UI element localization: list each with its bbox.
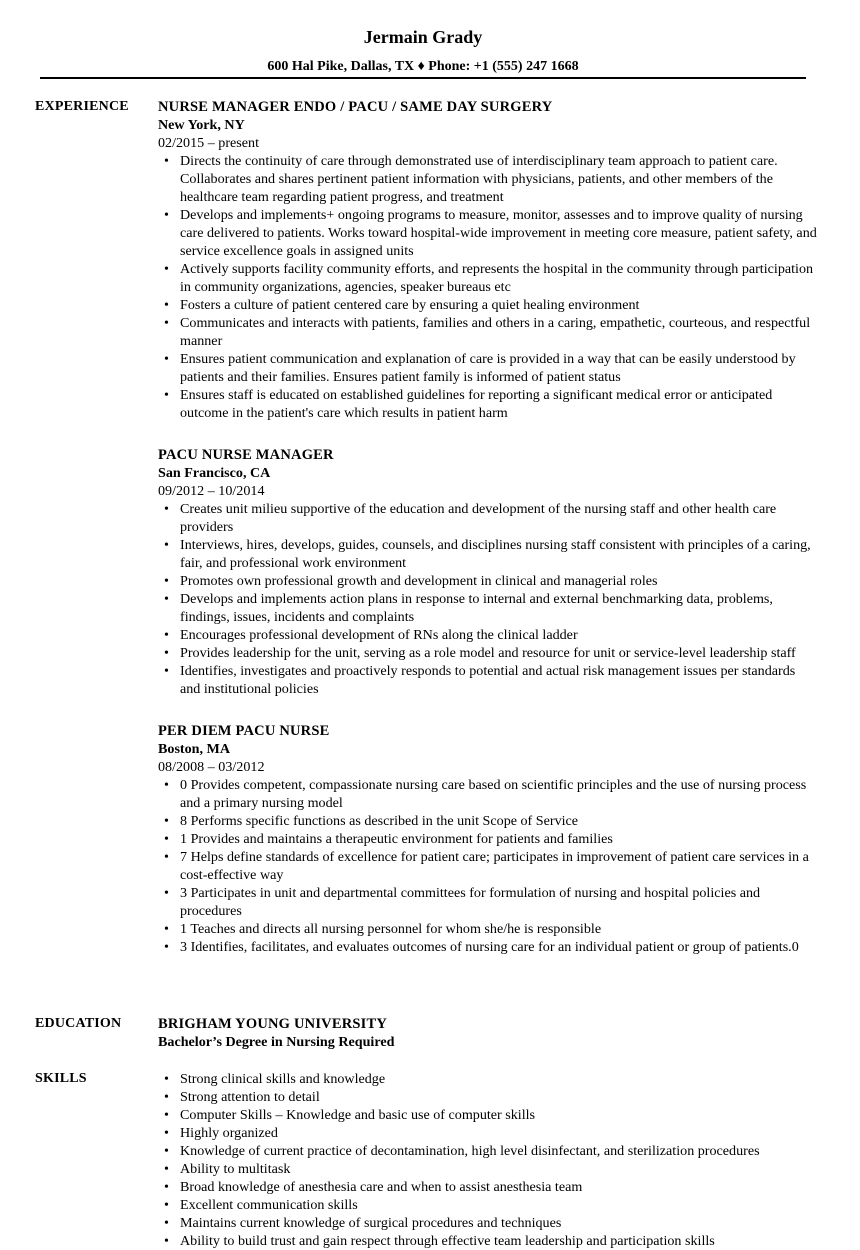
contact-line: 600 Hal Pike, Dallas, TX ♦ Phone: +1 (555) 247 1668 [267, 59, 579, 74]
list-item: • Fosters a culture of patient centered care by ensuring a quiet healing environment [158, 296, 818, 314]
education-body [158, 1015, 818, 1051]
list-item: • Provides leadership for the unit, serving as a role model and resource for unit or service-level leadership staff [158, 644, 818, 662]
job-dates: 09/2012 – 10/2014 [158, 483, 265, 499]
job-dates: 02/2015 – present [158, 135, 259, 151]
list-item: • 1 Teaches and directs all nursing personnel for whom she/he is responsible [158, 920, 818, 938]
list-item: • Knowledge of current practice of decontamination, high level disinfectant, and sterilization procedures [158, 1142, 818, 1160]
list-item: • 3 Participates in unit and departmental committees for formulation of nursing and hospital policies and procedures [158, 884, 818, 920]
education-label: EDUCATION [35, 1016, 122, 1031]
list-item: • Encourages professional development of RNs along the clinical ladder [158, 626, 818, 644]
job-title: PER DIEM PACU NURSE [158, 723, 330, 739]
list-item: • Ability to multitask [158, 1160, 818, 1178]
skills-body [158, 1070, 818, 1250]
list-item: • Strong attention to detail [158, 1088, 818, 1106]
list-item: • Ensures staff is educated on established guidelines for reporting a significant medical error or anticipated outcome in the patient's care which results in patient harm [158, 386, 818, 422]
skills-list [158, 1070, 818, 1250]
header-divider [40, 77, 806, 79]
list-item: • Promotes own professional growth and development in clinical and managerial roles [158, 572, 818, 590]
list-item: • 1 Provides and maintains a therapeutic environment for patients and families [158, 830, 818, 848]
skills-label: SKILLS [35, 1071, 87, 1086]
list-item: • Creates unit milieu supportive of the education and development of the nursing staff and other health care providers [158, 500, 818, 536]
list-item: • Directs the continuity of care through demonstrated use of interdisciplinary team approach to patient care. Collaborates and shares pertinent patient information with physicians, patients, and other members of the healthcare team regarding patient progress, and treatment [158, 152, 818, 206]
experience-label: EXPERIENCE [35, 99, 129, 114]
job-title: NURSE MANAGER ENDO / PACU / SAME DAY SURGERY [158, 99, 553, 115]
list-item: • 3 Identifies, facilitates, and evaluates outcomes of nursing care for an individual patient or group of patients.0 [158, 938, 818, 956]
job-dates: 08/2008 – 03/2012 [158, 759, 265, 775]
list-item: • Maintains current knowledge of surgical procedures and techniques [158, 1214, 818, 1232]
job-bullets [158, 500, 818, 698]
list-item: • Highly organized [158, 1124, 818, 1142]
candidate-name: Jermain Grady [363, 27, 483, 47]
list-item: • 8 Performs specific functions as described in the unit Scope of Service [158, 812, 818, 830]
list-item: • Communicates and interacts with patients, families and others in a caring, empathetic, courteous, and respectful manner [158, 314, 818, 350]
degree: Bachelor’s Degree in Nursing Required [158, 1034, 395, 1050]
list-item: • Ensures patient communication and explanation of care is provided in a way that can be easily understood by patients and their families. Ensures patient family is informed of patient status [158, 350, 818, 386]
job-bullets [158, 152, 818, 422]
school-name: BRIGHAM YOUNG UNIVERSITY [158, 1016, 388, 1032]
list-item: • Develops and implements+ ongoing programs to measure, monitor, assesses and to improve quality of nursing care delivered to patients. Works toward hospital-wide improvement in meeting core measure, patient safety, and service excellence goals in assigned units [158, 206, 818, 260]
job-entry [158, 722, 818, 956]
list-item: • Broad knowledge of anesthesia care and when to assist anesthesia team [158, 1178, 818, 1196]
list-item: • Computer Skills – Knowledge and basic use of computer skills [158, 1106, 818, 1124]
job-title: PACU NURSE MANAGER [158, 447, 334, 463]
job-location: San Francisco, CA [158, 465, 271, 481]
list-item: • Identifies, investigates and proactively responds to potential and actual risk management issues per standards and institutional policies [158, 662, 818, 698]
job-location: Boston, MA [158, 741, 231, 757]
job-entry [158, 446, 818, 698]
job-entry [158, 98, 818, 422]
list-item: • Actively supports facility community efforts, and represents the hospital in the community through participation in community organizations, agencies, speaker bureaus etc [158, 260, 818, 296]
job-location: New York, NY [158, 117, 245, 133]
job-bullets [158, 776, 818, 956]
list-item: • Interviews, hires, develops, guides, counsels, and disciplines nursing staff consistent with principles of a caring, fair, and professional work environment [158, 536, 818, 572]
list-item: • 7 Helps define standards of excellence for patient care; participates in improvement of patient care services in a cost-effective way [158, 848, 818, 884]
list-item: • Strong clinical skills and knowledge [158, 1070, 818, 1088]
list-item: • Ability to build trust and gain respect through effective team leadership and participation skills [158, 1232, 818, 1250]
list-item: • 0 Provides competent, compassionate nursing care based on scientific principles and the use of nursing process and a primary nursing model [158, 776, 818, 812]
list-item: • Excellent communication skills [158, 1196, 818, 1214]
list-item: • Develops and implements action plans in response to internal and external benchmarking data, problems, findings, issues, incidents and complaints [158, 590, 818, 626]
experience-body [158, 98, 818, 980]
